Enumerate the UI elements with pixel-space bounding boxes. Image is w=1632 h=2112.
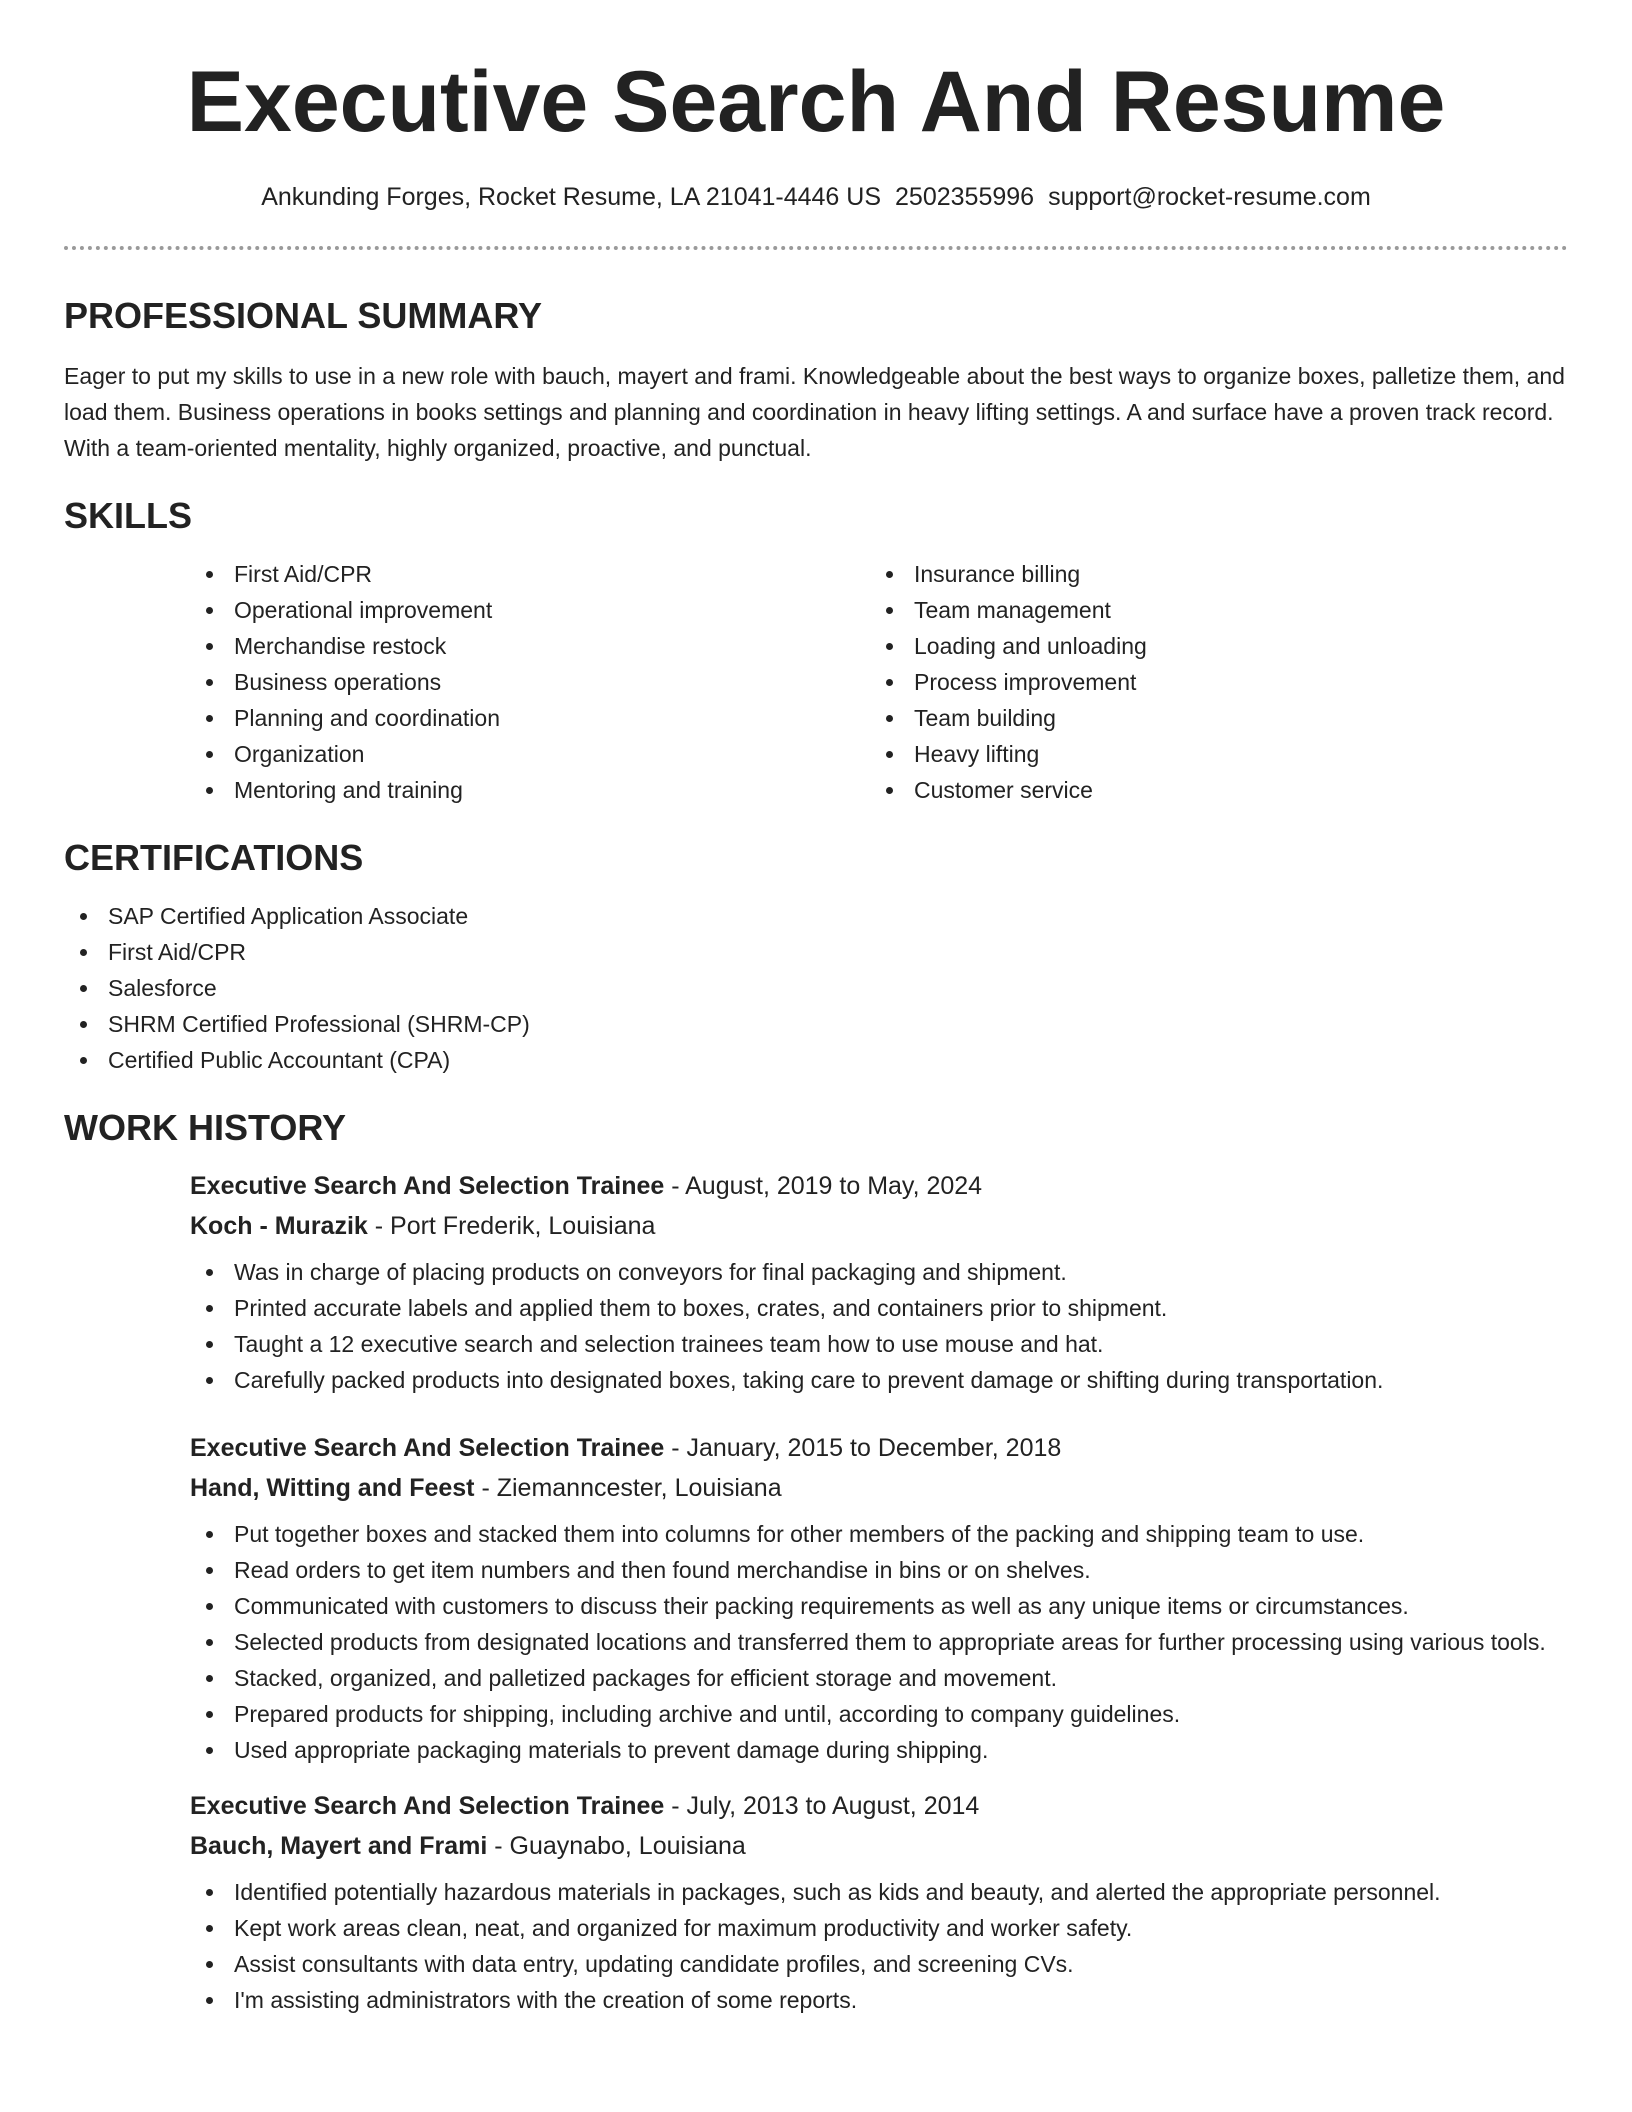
job-bullet: Carefully packed products into designated boxes, taking care to prevent damage or shifting during transportation.: [190, 1362, 1568, 1398]
job-title: Executive Search And Selection Trainee: [190, 1434, 665, 1462]
job-bullet: Printed accurate labels and applied them to boxes, crates, and containers prior to shipment.: [190, 1290, 1568, 1326]
job-company-line: [190, 1468, 1568, 1508]
skill-item: Business operations: [190, 664, 870, 700]
job-title: Executive Search And Selection Trainee: [190, 1172, 665, 1200]
job-company: Koch - Murazik: [190, 1212, 368, 1240]
header-divider: [64, 246, 1568, 250]
job-company-line: [190, 1206, 1568, 1246]
work-history-list: [190, 1166, 1568, 2018]
job-bullets: [190, 1874, 1568, 2018]
contact-phone: 2502355996: [895, 183, 1035, 211]
job-company: Bauch, Mayert and Frami: [190, 1832, 488, 1860]
job-dates: - July, 2013 to August, 2014: [664, 1792, 980, 1820]
job-bullet: Stacked, organized, and palletized packages for efficient storage and movement.: [190, 1660, 1568, 1696]
certification-item: Salesforce: [64, 970, 1568, 1006]
job-bullet: Read orders to get item numbers and then found merchandise in bins or on shelves.: [190, 1552, 1568, 1588]
contact-address: Ankunding Forges, Rocket Resume, LA 21041-4446 US: [261, 183, 882, 211]
certifications-heading: CERTIFICATIONS: [64, 837, 364, 878]
job-bullets: [190, 1254, 1568, 1398]
contact-line: [64, 180, 1568, 214]
skill-item: Mentoring and training: [190, 772, 870, 808]
skill-item: Team management: [870, 592, 1550, 628]
job-dates: - August, 2019 to May, 2024: [664, 1172, 983, 1200]
job-location: - Guaynabo, Louisiana: [487, 1832, 746, 1860]
certification-item: SHRM Certified Professional (SHRM-CP): [64, 1006, 1568, 1042]
job-title-line: [190, 1428, 1568, 1468]
resume-page: [64, 0, 1568, 2036]
job-title-line: [190, 1786, 1568, 1826]
skill-item: Team building: [870, 700, 1550, 736]
job-title: Executive Search And Selection Trainee: [190, 1792, 665, 1820]
skills-list-left: [190, 556, 870, 808]
skill-item: Operational improvement: [190, 592, 870, 628]
skill-item: First Aid/CPR: [190, 556, 870, 592]
job-bullet: Taught a 12 executive search and selection trainees team how to use mouse and hat.: [190, 1326, 1568, 1362]
job-entry: [190, 1166, 1568, 1398]
skill-item: Customer service: [870, 772, 1550, 808]
job-company-line: [190, 1826, 1568, 1866]
certification-item: SAP Certified Application Associate: [64, 898, 1568, 934]
job-bullet: Used appropriate packaging materials to prevent damage during shipping.: [190, 1732, 1568, 1768]
job-location: - Ziemanncester, Louisiana: [474, 1474, 782, 1502]
summary-text: Eager to put my skills to use in a new role with bauch, mayert and frami. Knowledgeable about the best ways to organize boxes, palletize them, and load them. Business operations in books settings and planning and coordination in heavy lifting settings. A and surface have a proven track record. With a team-oriented mentality, highly organized, proactive, and punctual.: [64, 363, 1565, 461]
work-history-heading: WORK HISTORY: [64, 1107, 347, 1148]
job-bullet: Communicated with customers to discuss their packing requirements as well as any unique items or circumstances.: [190, 1588, 1568, 1624]
skills-list-right: [870, 556, 1550, 808]
skills-heading: SKILLS: [64, 495, 193, 536]
certifications-list: [64, 898, 1568, 1078]
certification-item: First Aid/CPR: [64, 934, 1568, 970]
job-bullet: Was in charge of placing products on conveyors for final packaging and shipment.: [190, 1254, 1568, 1290]
skill-item: Planning and coordination: [190, 700, 870, 736]
job-entry: [190, 1786, 1568, 2018]
job-title-line: [190, 1166, 1568, 1206]
job-location: - Port Frederik, Louisiana: [367, 1212, 656, 1240]
job-entry: [190, 1428, 1568, 1768]
job-bullet: Put together boxes and stacked them into columns for other members of the packing and shipping team to use.: [190, 1516, 1568, 1552]
skill-item: Process improvement: [870, 664, 1550, 700]
skill-item: Heavy lifting: [870, 736, 1550, 772]
job-dates: - January, 2015 to December, 2018: [664, 1434, 1062, 1462]
job-bullet: Kept work areas clean, neat, and organized for maximum productivity and worker safety.: [190, 1910, 1568, 1946]
job-bullet: Prepared products for shipping, including archive and until, according to company guidelines.: [190, 1696, 1568, 1732]
contact-email: support@rocket-resume.com: [1048, 183, 1371, 211]
job-bullets: [190, 1516, 1568, 1768]
job-bullet: Assist consultants with data entry, updating candidate profiles, and screening CVs.: [190, 1946, 1568, 1982]
skill-item: Loading and unloading: [870, 628, 1550, 664]
skill-item: Insurance billing: [870, 556, 1550, 592]
skill-item: Merchandise restock: [190, 628, 870, 664]
skill-item: Organization: [190, 736, 870, 772]
job-bullet: Identified potentially hazardous materials in packages, such as kids and beauty, and alerted the appropriate personnel.: [190, 1874, 1568, 1910]
summary-heading: PROFESSIONAL SUMMARY: [64, 295, 543, 336]
job-bullet: Selected products from designated locations and transferred them to appropriate areas for further processing using various tools.: [190, 1624, 1568, 1660]
job-company: Hand, Witting and Feest: [190, 1474, 475, 1502]
certification-item: Certified Public Accountant (CPA): [64, 1042, 1568, 1078]
resume-name: Executive Search And Resume: [186, 54, 1446, 150]
job-bullet: I'm assisting administrators with the creation of some reports.: [190, 1982, 1568, 2018]
skills-grid: [190, 556, 1568, 808]
